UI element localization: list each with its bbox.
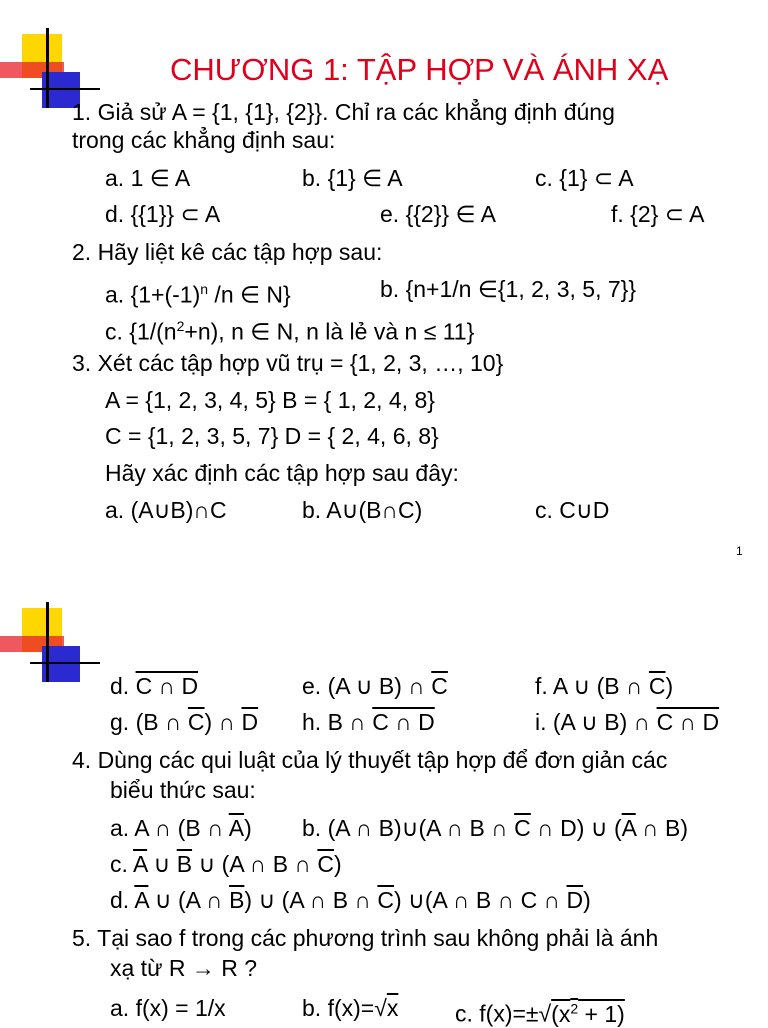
sqrt-icon: √: [374, 995, 387, 1021]
q3-line1: 3. Xét các tập hợp vũ trụ = {1, 2, 3, …, 10}: [72, 350, 504, 376]
q1-option-c: c. {1} ⊂ A: [535, 165, 634, 191]
sqrt-icon: √: [538, 1000, 552, 1027]
q3-option-g: [110, 708, 258, 736]
q4-a-post: ): [244, 815, 252, 841]
q2-line1: 2. Hãy liệt kê các tập hợp sau:: [72, 239, 383, 265]
page-number: 1: [736, 544, 743, 558]
q4-c-bar1: $\overline{A}$: [133, 851, 148, 877]
q4-d-bar4: $\overline{D}$: [566, 887, 584, 913]
q4-d-post: ): [583, 887, 591, 913]
corner-decoration-icon: [0, 28, 110, 108]
q4-c-pre: c.: [110, 851, 134, 877]
q5-option-c: [455, 994, 625, 1028]
q1-option-d: d. {{1}} ⊂ A: [105, 201, 221, 227]
q5-c-pre: c. f(x)=±: [455, 1000, 539, 1027]
q1-option-a: a. 1 ∈ A: [105, 165, 191, 191]
q5-c-radicand: [551, 1001, 625, 1027]
corner-decoration-icon: [0, 602, 110, 682]
q3-line2: A = {1, 2, 3, 4, 5} B = { 1, 2, 4, 8}: [105, 387, 435, 413]
q4-option-a: [110, 814, 252, 842]
q2-option-a: [105, 275, 291, 309]
q3-f-post: ): [665, 673, 674, 699]
q3-i-bar: C ∩ D: [656, 709, 720, 735]
q4-b-post: ∩ B): [635, 815, 689, 841]
q1-line2: trong các khẳng định sau:: [72, 127, 336, 153]
q3-line3: C = {1, 2, 3, 5, 7} D = { 2, 4, 6, 8}: [105, 423, 439, 449]
q3-g-bar2: $\overline{D}$: [241, 709, 259, 735]
q4-d-mid3: ) ∪(A ∩ B ∩ C ∩: [394, 887, 567, 913]
q3-option-a: a. (A∪B)∩C: [105, 497, 227, 523]
q4-d-mid1: ∪ (A ∩: [148, 887, 230, 913]
q3-option-i: [535, 708, 719, 736]
slide-2: [0, 596, 768, 1027]
q2-c-post: +n), n ∈ N, n là lẻ và n ≤ 11}: [184, 318, 475, 345]
q4-c-post: ): [334, 851, 342, 877]
q2-a-pre: a. {1+(-1): [105, 281, 201, 308]
q2-c-sup: 2: [176, 318, 185, 334]
q4-option-d: [110, 886, 591, 914]
q5-b-radicand: x: [386, 995, 399, 1021]
q2-c-pre: c. {1/(n: [105, 318, 177, 345]
q3-g-bar1: $\overline{C}$: [187, 709, 205, 735]
q3-d-bar: C ∩ D: [135, 673, 199, 699]
q4-c-mid2: ∪ (A ∩ B ∩: [192, 851, 318, 877]
q5-c-rad-pre: (x: [551, 1000, 571, 1027]
q3-option-c: c. C∪D: [535, 497, 610, 523]
q5-option-a: a. f(x) = 1/x: [110, 995, 226, 1021]
q1-line1: 1. Giả sử A = {1, {1}, {2}}. Chỉ ra các khẳng định đúng: [72, 99, 615, 125]
q4-d-bar3: $\overline{C}$: [377, 887, 394, 913]
q1-option-b: b. {1} ∈ A: [302, 165, 403, 191]
q4-c-bar3: $\overline{C}$: [317, 851, 334, 877]
q3-line4: Hãy xác định các tập hợp sau đây:: [105, 460, 459, 486]
q2-option-c: [105, 312, 474, 346]
q4-b-bar1: $\overline{C}$: [514, 815, 531, 841]
q3-g-mid: ) ∩: [204, 709, 242, 735]
q3-h-bar: C ∩ D: [372, 709, 435, 735]
q5-c-rad-post: + 1): [578, 1000, 625, 1027]
q4-a-bar: $\overline{A}$: [228, 815, 245, 841]
q5-c-rad-sup: 2: [570, 1000, 579, 1016]
q4-b-bar2: $\overline{A}$: [621, 815, 636, 841]
q2-a-sup: n: [200, 281, 209, 297]
q4-b-pre: b. (A ∩ B)∪(A ∩ B ∩: [302, 815, 515, 841]
q3-h-pre: h. B ∩: [302, 709, 373, 735]
q1-option-e: e. {{2}} ∈ A: [380, 201, 496, 227]
q5-b-pre: b. f(x)=: [302, 995, 375, 1021]
q3-g-pre: g. (B ∩: [110, 709, 188, 735]
q3-f-pre: f. A ∪ (B ∩: [535, 673, 649, 699]
q4-option-c: [110, 850, 342, 878]
q4-b-mid: ∩ D) ∪ (: [530, 815, 622, 841]
q3-option-d: [110, 672, 198, 700]
q3-option-b: b. A∪(B∩C): [302, 497, 423, 523]
q3-option-h: [302, 708, 435, 736]
q4-d-mid2: ) ∪ (A ∩ B ∩: [244, 887, 378, 913]
q1-option-f: f. {2} ⊂ A: [611, 201, 705, 227]
q4-d-bar1: $\overline{A}$: [134, 887, 149, 913]
q5-line2: xạ từ R → R ?: [110, 955, 258, 981]
q4-option-b: [302, 814, 688, 842]
q4-d-pre: d.: [110, 887, 135, 913]
q4-line2: biểu thức sau:: [110, 777, 256, 803]
q4-line1: 4. Dùng các qui luật của lý thuyết tập hợp để đơn giản các: [72, 747, 668, 773]
q4-a-pre: a. A ∩ (B ∩: [110, 815, 229, 841]
q2-option-b: b. {n+1/n ∈{1, 2, 3, 5, 7}}: [380, 276, 636, 302]
q4-c-mid1: ∪: [147, 851, 177, 877]
q3-d-pre: d.: [110, 673, 136, 699]
q5-option-b: [302, 994, 398, 1022]
q4-d-bar2: $\overline{B}$: [229, 887, 245, 913]
q3-i-pre: i. (A ∪ B) ∩: [535, 709, 657, 735]
q2-a-post: /n ∈ N}: [208, 281, 291, 308]
q3-f-bar: $\overline{C}$: [648, 673, 666, 699]
q3-option-e: [302, 672, 448, 700]
q3-e-pre: e. (A ∪ B) ∩: [302, 673, 432, 699]
page-title: CHƯƠNG 1: TẬP HỢP VÀ ÁNH XẠ: [170, 52, 669, 87]
q3-e-bar: $\overline{C}$: [431, 673, 448, 699]
q3-option-f: [535, 672, 673, 700]
q4-c-bar2: $\overline{B}$: [176, 851, 193, 877]
q5-line1: 5. Tại sao f trong các phương trình sau không phải là ánh: [72, 925, 659, 951]
